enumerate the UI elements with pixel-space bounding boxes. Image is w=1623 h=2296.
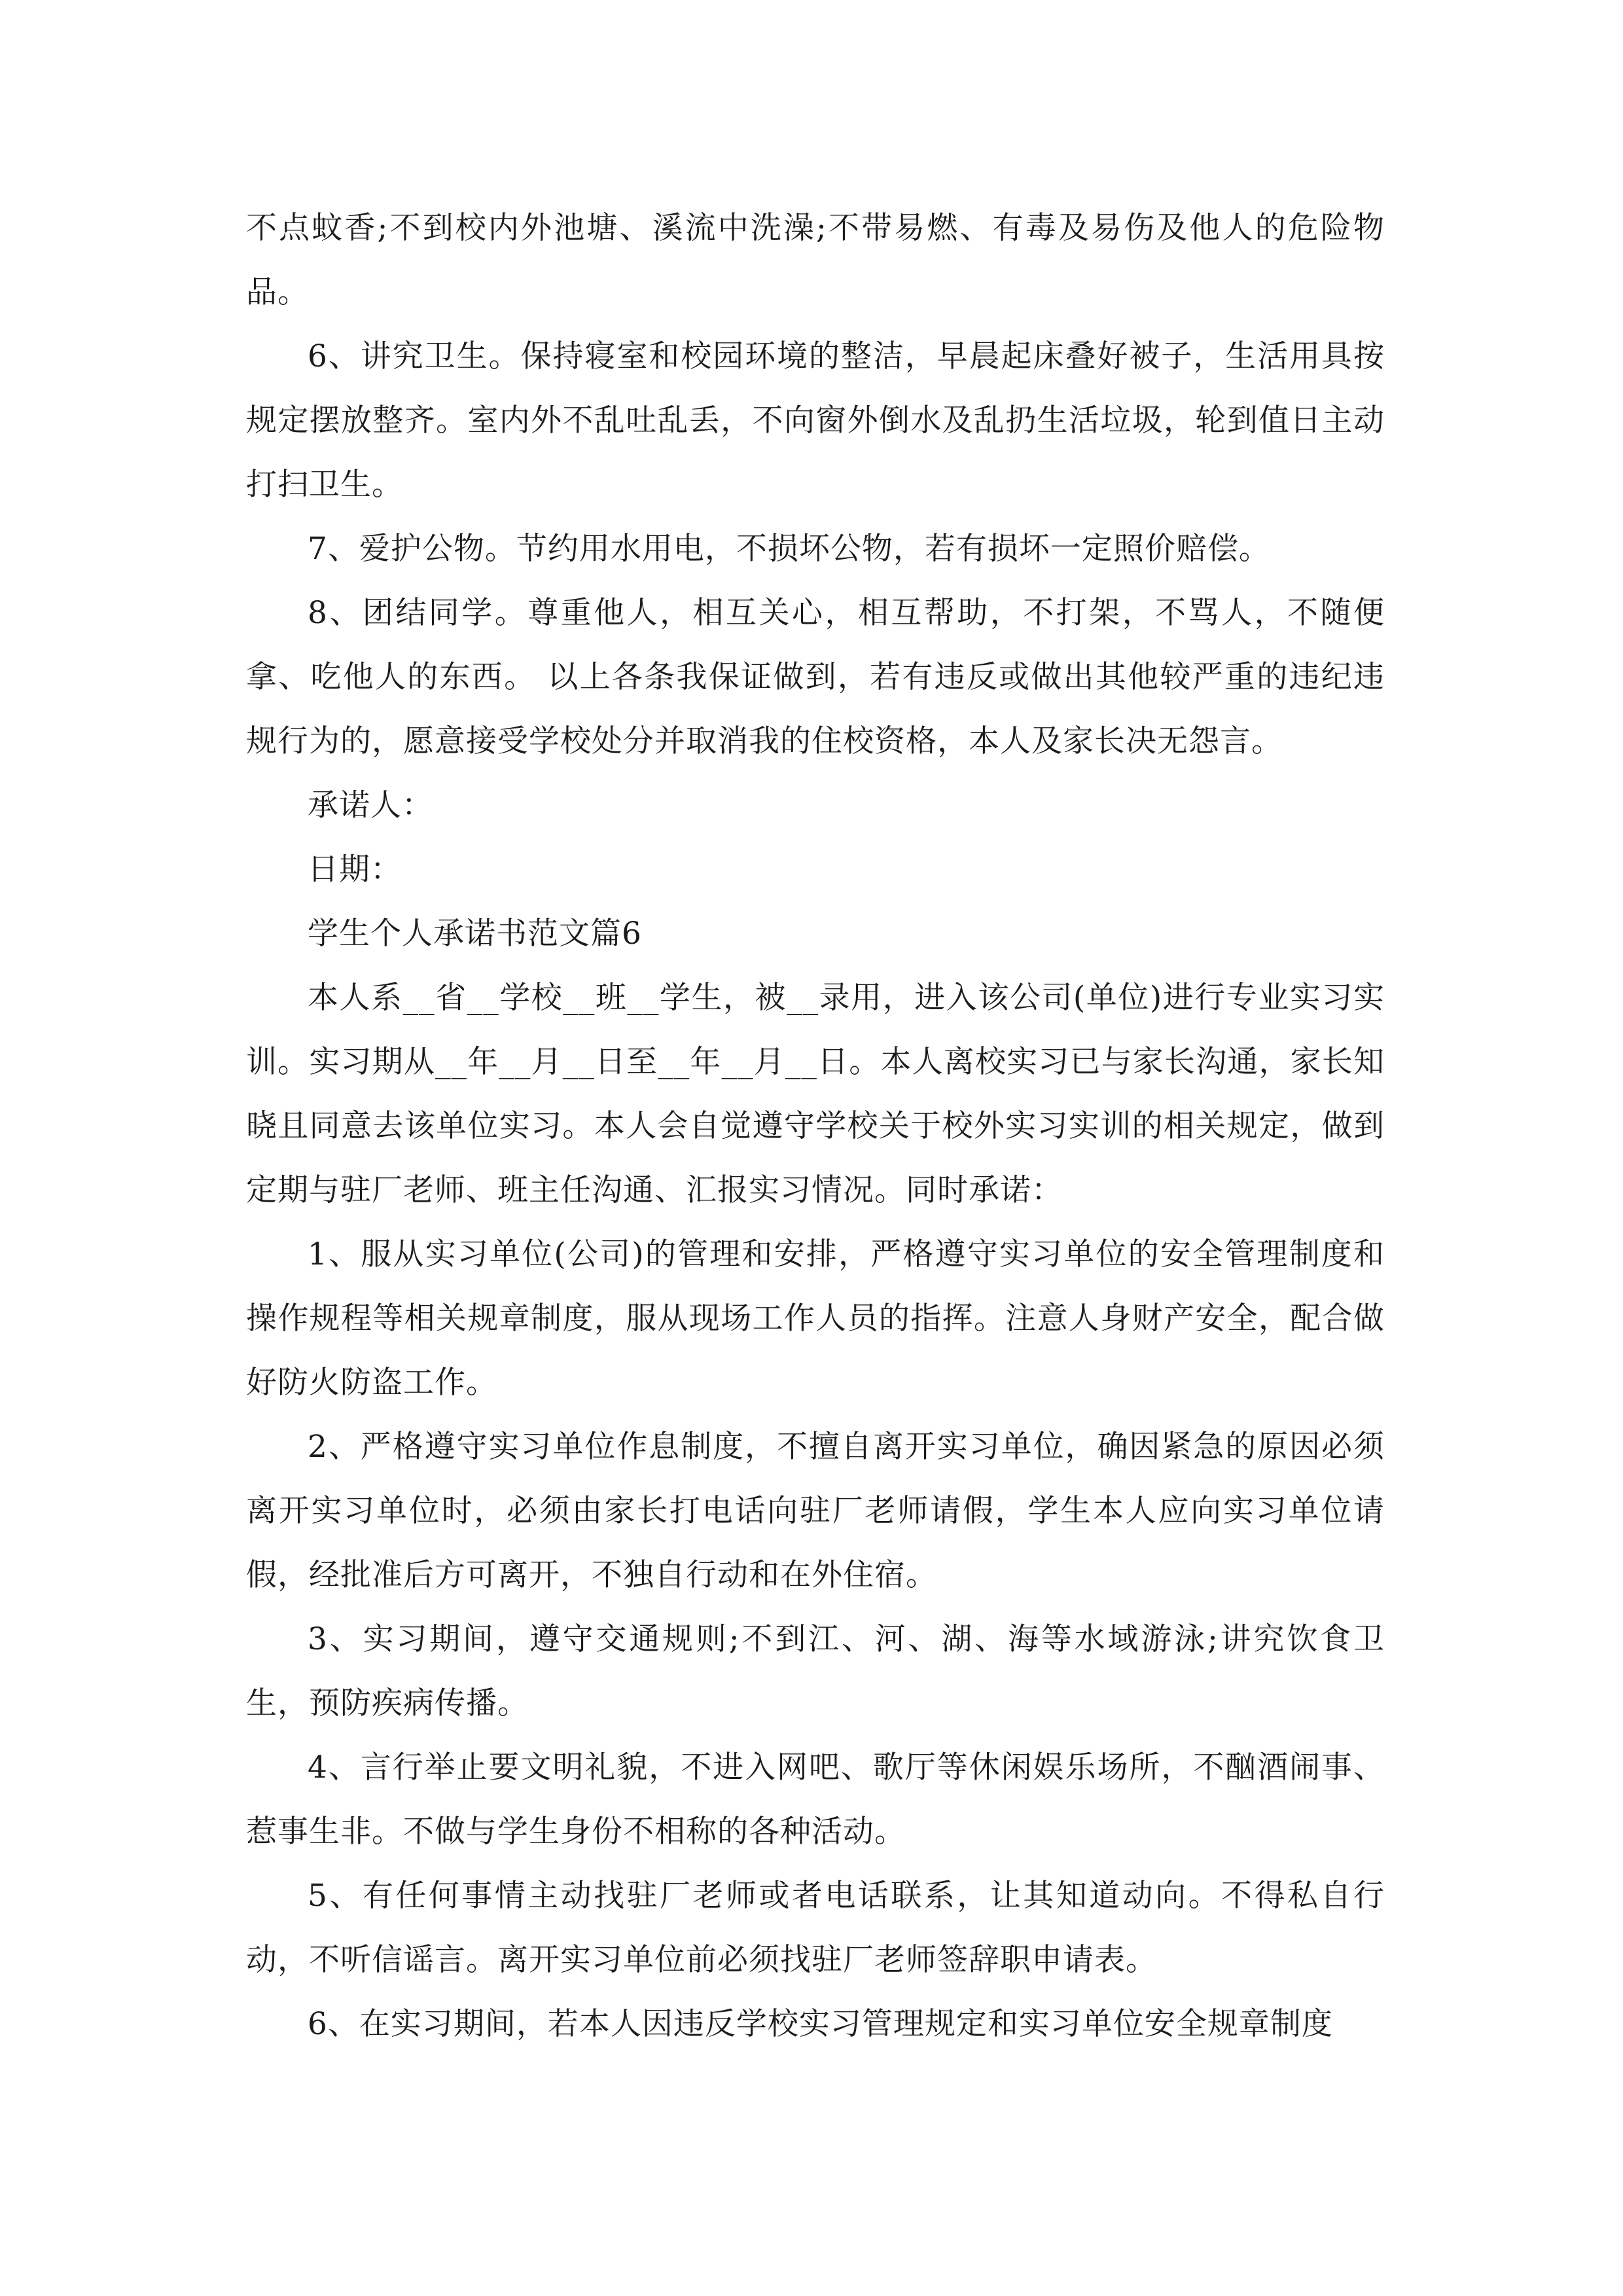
paragraph-item-1: 1、服从实习单位(公司)的管理和安排，严格遵守实习单位的安全管理制度和操作规程等相关规章制度，服从现场工作人员的指挥。注意人身财产安全，配合做好防火防盗工作。 [246, 1236, 1385, 1401]
paragraph-item-6: 6、在实习期间，若本人因违反学校实习管理规定和实习单位安全规章制度 [308, 2006, 1333, 2042]
paragraph-rule-8: 8、团结同学。尊重他人，相互关心，相互帮助，不打架，不骂人，不随便拿、吃他人的东西。 以上各条我保证做到，若有违反或做出其他较严重的违纪违规行为的，愿意接受学校处分并取消我的住校资格，本人及家长决无怨言。 [246, 595, 1385, 759]
paragraph-item-5: 5、有任何事情主动找驻厂老师或者电话联系，让其知道动向。不得私自行动，不听信谣言。离开实习单位前必须找驻厂老师签辞职申请表。 [246, 1878, 1385, 1978]
paragraph-item-4: 4、言行举止要文明礼貌，不进入网吧、歌厅等休闲娱乐场所，不酗酒闹事、惹事生非。不做与学生身份不相称的各种活动。 [246, 1749, 1385, 1850]
paragraph-intro: 本人系__省__学校__班__学生，被__录用，进入该公司(单位)进行专业实习实训。实习期从__年__月__日至__年__月__日。本人离校实习已与家长沟通，家长知晓且同意去该单位实习。本人会自觉遵守学校关于校外实习实训的相关规定，做到定期与驻厂老师、班主任沟通、汇报实习情况。同时承诺： [246, 980, 1385, 1208]
paragraph-item-3: 3、实习期间，遵守交通规则;不到江、河、湖、海等水域游泳;讲究饮食卫生，预防疾病传播。 [246, 1621, 1385, 1721]
paragraph-rule-6: 6、讲究卫生。保持寝室和校园环境的整洁，早晨起床叠好被子，生活用具按规定摆放整齐。室内外不乱吐乱丢，不向窗外倒水及乱扔生活垃圾，轮到值日主动打扫卫生。 [246, 338, 1385, 503]
signer-line: 承诺人： [308, 787, 433, 823]
date-line: 日期： [308, 852, 402, 888]
section-heading: 学生个人承诺书范文篇6 [308, 916, 642, 952]
document-body [246, 196, 1385, 2056]
paragraph-item-2: 2、严格遵守实习单位作息制度，不擅自离开实习单位，确因紧急的原因必须离开实习单位时，必须由家长打电话向驻厂老师请假，学生本人应向实习单位请假，经批准后方可离开，不独自行动和在外住宿。 [246, 1429, 1385, 1593]
paragraph-rule-7: 7、爱护公物。节约用水用电，不损坏公物，若有损坏一定照价赔偿。 [308, 531, 1270, 567]
paragraph-continued: 不点蚊香;不到校内外池塘、溪流中洗澡;不带易燃、有毒及易伤及他人的危险物品。 [246, 210, 1385, 310]
